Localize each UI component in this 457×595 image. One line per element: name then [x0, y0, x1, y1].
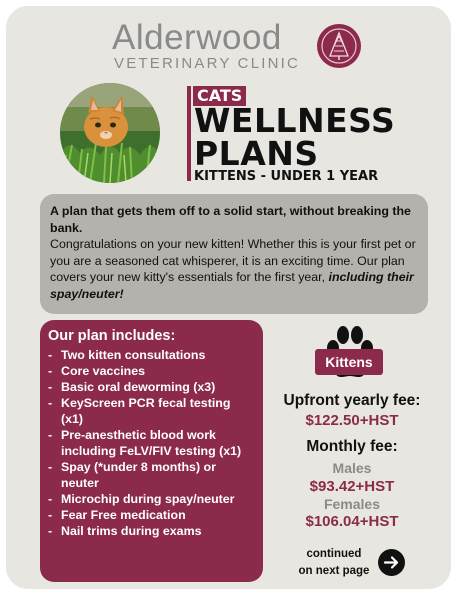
arrow-right-icon: [378, 549, 405, 576]
plan-item: - Pre-anesthetic blood work including FeLV/FIV testing (x1): [48, 427, 255, 459]
title-line-1: WELLNESS: [194, 101, 396, 140]
page-title: [194, 101, 396, 173]
title-line-2: PLANS: [194, 134, 319, 173]
intro-box: [40, 194, 428, 314]
plan-item: - Basic oral deworming (x3): [48, 379, 255, 395]
continued-line-1: continued: [306, 548, 362, 560]
title-accent-bar: [187, 86, 191, 181]
plan-heading: Our plan includes:: [48, 328, 176, 344]
males-fee-value: $93.42+HST: [309, 478, 395, 495]
continued-note: [290, 546, 378, 580]
tree-logo-icon: [317, 24, 361, 68]
plan-list: [48, 347, 255, 539]
plan-item: - Spay (*under 8 months) or neuter: [48, 459, 255, 491]
next-page-button[interactable]: [378, 549, 405, 576]
intro-body: Congratulations on your new kitten! Whether this is your first pet or you are a seasoned cat whisperer, it is an exciting time. Our plan covers your new kitty's essentials for the first year,: [50, 237, 416, 284]
species-tag: CATS: [193, 86, 246, 106]
brand-subtitle: VETERINARY CLINIC: [114, 55, 301, 72]
page-subtitle: KITTENS - UNDER 1 YEAR: [194, 169, 379, 184]
plan-item: - KeyScreen PCR fecal testing (x1): [48, 395, 255, 427]
flyer-card: [6, 6, 451, 589]
females-fee-value: $106.04+HST: [305, 513, 399, 530]
plan-item: - Core vaccines: [48, 363, 255, 379]
intro-lead: A plan that gets them off to a solid start, without breaking the bank.: [50, 204, 411, 235]
plan-item: - Nail trims during exams: [48, 523, 255, 539]
males-label: Males: [332, 460, 372, 476]
plan-item: - Fear Free medication: [48, 507, 255, 523]
females-label: Females: [323, 496, 381, 512]
plan-item: - Microchip during spay/neuter: [48, 491, 255, 507]
kittens-tag: Kittens: [315, 349, 383, 375]
brand-name: Alderwood: [112, 18, 282, 57]
intro-emphasis: including their spay/neuter!: [50, 270, 414, 301]
continued-line-2: on next page: [298, 565, 370, 577]
upfront-fee-label: Upfront yearly fee:: [283, 392, 421, 409]
kitten-photo: [60, 83, 160, 183]
plan-includes-box: [40, 320, 263, 582]
upfront-fee-value: $122.50+HST: [305, 412, 399, 429]
monthly-fee-label: Monthly fee:: [306, 438, 398, 455]
plan-item: - Two kitten consultations: [48, 347, 255, 363]
